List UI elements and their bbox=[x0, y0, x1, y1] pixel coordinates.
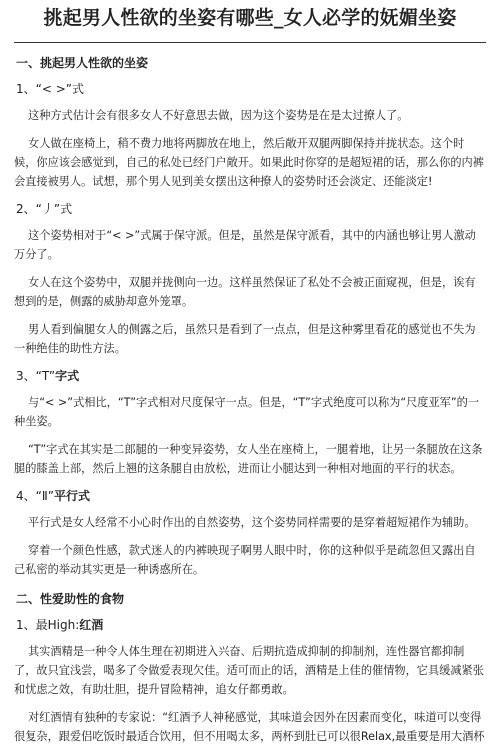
paragraph-text: 平行式是女人经常不小心时作出的自然姿势，这个姿势同样需要的是穿着超短裙作为辅助。 bbox=[28, 516, 476, 529]
subheading-bold: 字式 bbox=[55, 369, 80, 383]
page-title: 挑起男人性欲的坐姿有哪些_女人必学的妩媚坐姿 bbox=[43, 7, 457, 29]
paragraph-text: 女人在这个姿势中，双腿并拢侧向一边。这样虽然保证了私处不会被正面窥视，但是，诶有想到的是，侧露的威胁却意外笼罩。 bbox=[14, 276, 476, 308]
subheading-1-2: 2、“丿”式 bbox=[16, 202, 73, 216]
subheading-number: 4、“Ⅱ” bbox=[16, 489, 54, 503]
paragraph-text: 女人做在座椅上，稍不费力地将两脚放在地上，然后敞开双腿两脚保持并拢状态。这个时候，你应该会感觉到，自己的私处已经门户敞开。如果此时你穿的是超短裙的话，那么你的内裤会直接被男人。试想，那个男人见到美女摆出这种撩人的姿势时还会淡定、还能淡定! bbox=[14, 137, 484, 188]
paragraph bbox=[14, 226, 486, 264]
paragraph bbox=[14, 440, 486, 478]
paragraph bbox=[14, 320, 486, 358]
paragraph bbox=[14, 642, 486, 699]
paragraph-text: 穿着一个颜色性感，款式迷人的内裤映现子啊男人眼中时，你的这种似乎是疏忽但又露出自己私密的举动其实更是一种诱惑所在。 bbox=[14, 544, 476, 576]
section-heading-1: 一、挑起男人性欲的坐姿 bbox=[16, 56, 149, 70]
paragraph bbox=[14, 273, 486, 311]
title-divider bbox=[14, 42, 486, 43]
subheading-bold: 平行式 bbox=[53, 489, 90, 503]
paragraph bbox=[14, 393, 486, 431]
subheading-1-1: 1、“< >”式 bbox=[16, 82, 84, 96]
paragraph-text: “T”字式在其实是二郎腿的一种变异姿势，女人坐在座椅上，一腿着地，让另一条腿放在这条腿的膝盖上部，然后上翘的这条腿自由放松，进而让小腿达到一种相对地面的平行的状态。 bbox=[14, 443, 483, 475]
subheading-number: 3、“T” bbox=[16, 369, 56, 383]
paragraph bbox=[14, 106, 486, 125]
paragraph bbox=[14, 513, 486, 532]
paragraph-text: 这种方式估计会有很多女人不好意思去做，因为这个姿势是在是太过撩人了。 bbox=[28, 109, 409, 122]
subheading-1-3 bbox=[16, 368, 486, 384]
paragraph-text: 对红酒情有独种的专家说：“红酒予人神秘感觉，其味道会因外在因素而变化，味道可以变得很复杂，跟爱侣吃饭时最适合饮用，但不用喝太多，两杯到肚已可以很Relax,最重要是用大酒杯 bbox=[14, 711, 485, 743]
paragraph bbox=[14, 541, 486, 579]
paragraph-text: 与“< >”式相比，“T”字式相对尺度保守一点。但是，“T”字式绝度可以称为“尺度亚军”的一种坐姿。 bbox=[14, 396, 480, 428]
subheading-1-4 bbox=[16, 488, 486, 504]
paragraph-text: 男人看到偏腿女人的侧露之后，虽然只是看到了一点点，但是这种雾里看花的感觉也不失为一种绝佳的助性方法。 bbox=[14, 323, 476, 355]
subheading-bold: 红酒 bbox=[79, 618, 104, 632]
paragraph bbox=[14, 708, 486, 746]
paragraph-text: 其实酒精是一种令人体生理在初期进入兴奋、后期抗造成抑制的抑制剂，连性器官都抑制了，故只宜浅尝，喝多了令做爱表现欠佳。适可而止的话，酒精是上佳的催情物，它具缓减紧张和忧虑之效，有助壮胆，提升冒险精神，追女仔都勇敢。 bbox=[14, 645, 484, 696]
section-heading-2: 二、性爱助性的食物 bbox=[16, 592, 125, 606]
paragraph bbox=[14, 134, 486, 191]
paragraph-text: 这个姿势相对于“< >”式属于保守派。但是，虽然是保守派看，其中的内涵也够让男人激动万分了。 bbox=[14, 229, 476, 261]
subheading-2-1 bbox=[16, 617, 486, 633]
subheading-number: 1、最High: bbox=[16, 618, 80, 632]
